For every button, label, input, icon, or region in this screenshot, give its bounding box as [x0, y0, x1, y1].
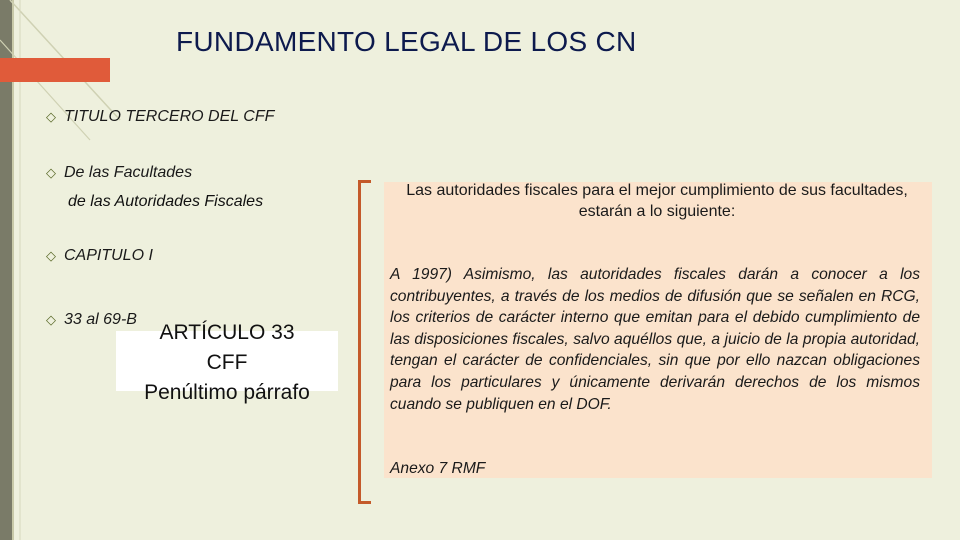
diamond-bullet-icon: ◇: [46, 165, 56, 180]
diamond-bullet-icon: ◇: [46, 312, 56, 327]
diamond-bullet-icon: ◇: [46, 109, 56, 124]
bullet-text: CAPITULO I: [64, 247, 153, 264]
slide-title: FUNDAMENTO LEGAL DE LOS CN: [176, 26, 637, 57]
bullet-text: 33 al 69-B: [64, 311, 137, 328]
article-line: Penúltimo párrafo: [144, 381, 310, 404]
bullet-item: [46, 247, 153, 265]
bracket: [358, 180, 371, 504]
bullet-item: [46, 164, 192, 182]
panel-body: A 1997) Asimismo, las autoridades fiscales darán a conocer a los contribuyentes, a través de los medios de difusión que se señalen en RCG, los criterios de carácter interno que emitan para el debido cumplimiento de las disposiciones fiscales, salvo aquéllos que, a juicio de la propia autoridad, tengan el carácter de confidenciales, sin que por ello nazcan obligaciones para los particulares y únicamente derivarán derechos de los mismos cuando se publiquen en el DOF.: [390, 266, 920, 413]
accent-bar: [0, 58, 110, 82]
article-line: ARTÍCULO 33: [159, 321, 295, 344]
article-line: CFF: [206, 351, 248, 374]
bullet-item: [46, 108, 274, 126]
bullet-text: TITULO TERCERO DEL CFF: [64, 108, 275, 125]
panel-footer: Anexo 7 RMF: [390, 460, 486, 477]
article-label: [116, 318, 338, 408]
bullet-text: De las Facultades: [64, 164, 193, 181]
sub-text: de las Autoridades Fiscales: [68, 193, 264, 210]
panel-heading: Las autoridades fiscales para el mejor cumplimiento de sus facultades, estarán a lo siguiente:: [406, 182, 908, 220]
diamond-bullet-icon: ◇: [46, 248, 56, 263]
